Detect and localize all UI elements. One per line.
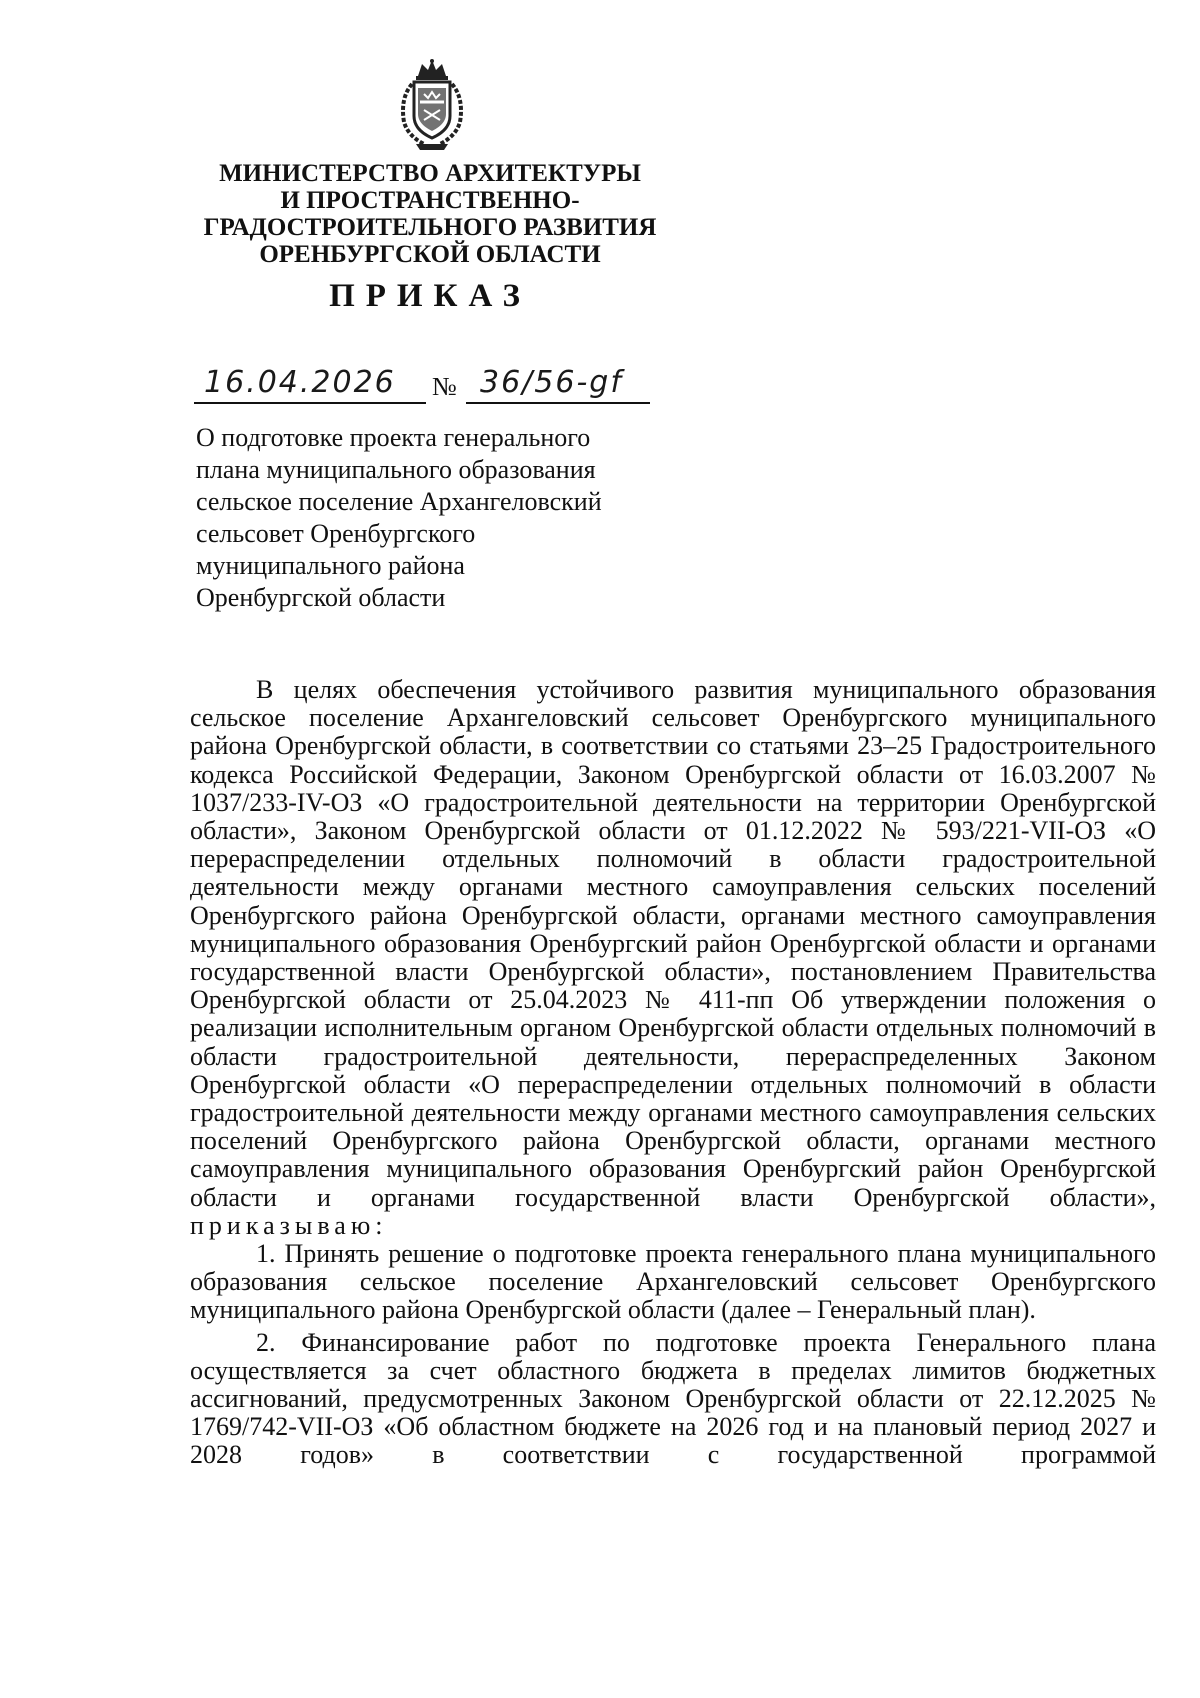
number-sign: № [432, 372, 457, 401]
ministry-line: МИНИСТЕРСТВО АРХИТЕКТУРЫ [219, 160, 641, 187]
subject-line: О подготовке проекта генерального [196, 423, 591, 452]
subject-line: Оренбургской области [196, 583, 446, 612]
date-underline [194, 402, 426, 404]
handwritten-number: 36/56-gf [480, 365, 623, 400]
preamble-text: В целях обеспечения устойчивого развития муниципального образования сельское поселение Архангеловский сельсовет Оренбургского муниципального района Оренбургской области, в соответствии со статьями 23–25 Градостроительного кодекса Российской Федерации, Законом Оренбургской области от 16.03.2007 № 1037/233-IV-ОЗ «О градостроительной деятельности на территории Оренбургской области», Законом Оренбургской области от 01.12.2022 № 593/221-VII-ОЗ «О перераспределении отдельных полномочий в области градостроительной деятельности между органами местного самоуправления сельских поселений Оренбургского района Оренбургской области, органами местного самоуправления муниципального образования Оренбургский район Оренбургской области и органами государственной власти Оренбургской области», постановлением Правительства Оренбургской области от 25.04.2023 № 411-пп Об утверждении положения о реализации исполнительным органом Оренбургской области отдельных полномочий в области градостроительной деятельности, перераспределенных Законом Оренбургской области «О перераспределении отдельных полномочий в области градостроительной деятельности между органами местного самоуправления сельских поселений Оренбургского района Оренбургской области, органами местного самоуправления муниципального образования Оренбургский район Оренбургской области и органами государственной власти Оренбургской области», [190, 675, 1156, 1212]
ministry-name [170, 160, 690, 268]
coat-of-arms-icon [394, 58, 470, 152]
order-word: приказываю: [190, 1210, 388, 1240]
item-1-paragraph: 1. Принять решение о подготовке проекта генерального плана муниципального образования сельское поселение Архангеловский сельсовет Оренбургского муниципального района Оренбургской области (далее – Генеральный план). [190, 1239, 1156, 1325]
subject-line: сельское поселение Архангеловский [196, 487, 602, 516]
ministry-line: И ПРОСТРАНСТВЕННО- [280, 187, 580, 214]
ministry-line: ГРАДОСТРОИТЕЛЬНОГО РАЗВИТИЯ [203, 214, 657, 241]
preamble-paragraph [190, 676, 1156, 1240]
order-body [190, 676, 1156, 1470]
registration-line [194, 362, 694, 406]
subject-line: плана муниципального образования [196, 455, 596, 484]
order-subject [196, 422, 656, 614]
ministry-line: ОРЕНБУРГСКОЙ ОБЛАСТИ [259, 241, 601, 268]
handwritten-date: 16.04.2026 [204, 365, 396, 400]
number-underline [466, 402, 650, 404]
subject-line: сельсовет Оренбургского [196, 519, 476, 548]
document-type: ПРИКАЗ [329, 278, 531, 314]
subject-line: муниципального района [196, 551, 465, 580]
item-2-paragraph: 2. Финансирование работ по подготовке проекта Генерального плана осуществляется за счет областного бюджета в пределах лимитов бюджетных ассигнований, предусмотренных Законом Оренбургской области от 22.12.2025 № 1769/742-VII-ОЗ «Об областном бюджете на 2026 год и на плановый период 2027 и 2028 годов» в соответствии с государственной программой [190, 1327, 1156, 1470]
